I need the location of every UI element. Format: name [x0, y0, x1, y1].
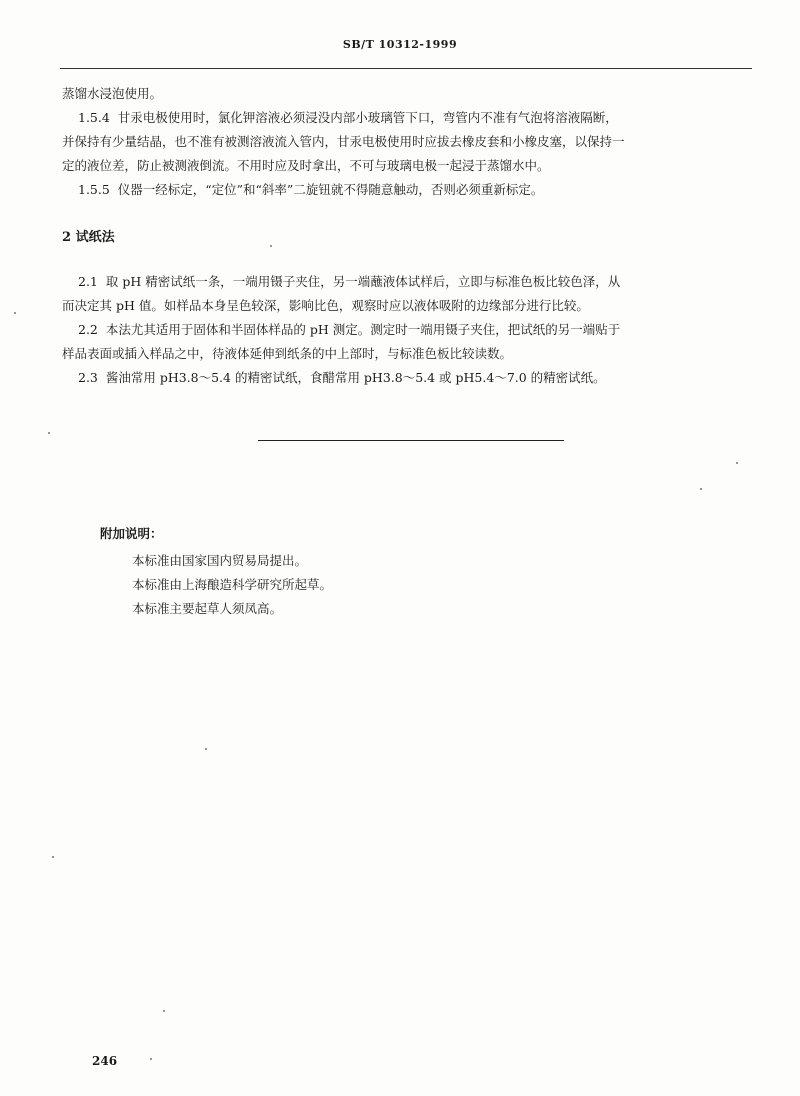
clause-2-3 — [78, 366, 606, 390]
header-rule — [60, 68, 752, 69]
clause-2-2-line-2: 样品表面或插入样品之中，待液体延伸到纸条的中上部时，与标准色板比较读数。 — [62, 346, 513, 361]
clause-text: 取 pH 精密试纸一条，一端用镊子夹住，另一端蘸液体试样后，立即与标准色板比较色泽，从 — [105, 274, 621, 289]
scan-speck — [700, 488, 702, 490]
notes-title: 附加说明： — [100, 526, 163, 541]
clause-text: 仪器一经标定，“定位”和“斜率”二旋钮就不得随意触动，否则必须重新标定。 — [117, 182, 544, 197]
scan-speck — [150, 1058, 152, 1060]
scan-speck — [48, 432, 50, 434]
scan-speck — [270, 245, 272, 247]
note-line-3: 本标准主要起草人须凤高。 — [132, 601, 283, 616]
clause-1-5-5 — [78, 178, 543, 202]
clause-number: 2.1 — [78, 274, 98, 289]
clause-2-1-line-1 — [78, 270, 620, 294]
scan-speck — [205, 748, 207, 750]
clause-number: 2.2 — [78, 322, 98, 337]
clause-number: 2.3 — [78, 370, 98, 385]
page-number: 246 — [92, 1054, 118, 1068]
section-2-title: 2 试纸法 — [62, 230, 115, 245]
clause-number: 1.5.4 — [78, 110, 110, 125]
clause-text: 酱油常用 pH3.8～5.4 的精密试纸，食醋常用 pH3.8～5.4 或 pH5.4～7.0 的精密试纸。 — [105, 370, 606, 385]
clause-text: 甘汞电极使用时，氯化钾溶液必须浸没内部小玻璃管下口，弯管内不准有气泡将溶液隔断， — [117, 110, 618, 125]
continuation-text: 蒸馏水浸泡使用。 — [62, 86, 163, 101]
clause-number: 1.5.5 — [78, 182, 110, 197]
standard-code: SB/T 10312-1999 — [342, 38, 458, 51]
note-line-2: 本标准由上海酿造科学研究所起草。 — [132, 577, 333, 592]
end-of-text-rule — [258, 440, 564, 441]
clause-1-5-4-line-3: 定的液位差，防止被测液倒流。不用时应及时拿出，不可与玻璃电极一起浸于蒸馏水中。 — [62, 158, 550, 173]
scan-speck — [736, 462, 738, 464]
clause-text: 本法尤其适用于固体和半固体样品的 pH 测定。测定时一端用镊子夹住，把试纸的另一端贴于 — [105, 322, 621, 337]
note-line-1: 本标准由国家国内贸易局提出。 — [132, 553, 308, 568]
clause-2-2-line-1 — [78, 318, 620, 342]
clause-1-5-4-line-1 — [78, 106, 618, 130]
scan-speck — [14, 312, 16, 314]
scan-speck — [52, 856, 54, 858]
clause-1-5-4-line-2: 并保持有少量结晶，也不准有被测溶液流入管内，甘汞电极使用时应拔去橡皮套和小橡皮塞，以保持一 — [62, 134, 625, 149]
clause-2-1-line-2: 而决定其 pH 值。如样品本身呈色较深，影响比色，观察时应以液体吸附的边缘部分进行比较。 — [62, 298, 589, 313]
scan-speck — [163, 1010, 165, 1012]
